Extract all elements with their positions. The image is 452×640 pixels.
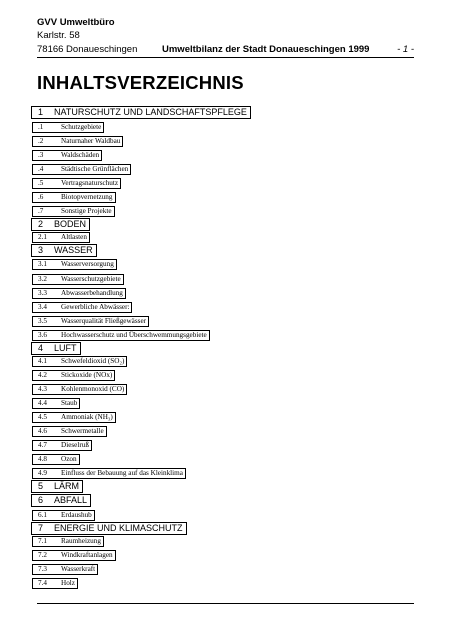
toc-entry-number: 2 [38,219,44,229]
toc-subsection-link[interactable] [37,468,186,479]
toc-entry-number: 3 [38,245,44,255]
toc-subsection-link[interactable] [37,122,104,133]
toc-entry-number: 4.7 [38,441,47,449]
toc-entry-number: 4.9 [38,469,47,477]
toc-entry-label: Vertragsnaturschutz [61,179,119,187]
toc-entry-box [32,178,121,189]
toc-entry-label: ABFALL [54,495,88,505]
toc-entry-label: Kohlenmonoxid (CO) [61,385,125,393]
toc-entry-box [32,259,117,270]
toc-entry-number: 7.2 [38,551,47,559]
toc-subsection-link[interactable] [37,136,123,147]
toc-entry-number: .2 [38,137,44,145]
toc-subsection-link[interactable] [37,356,127,367]
toc-entry-box [31,218,90,231]
toc-entry-number: 3.1 [38,260,47,268]
toc-entry-label: Schutzgebiete [61,123,102,131]
toc-subsection-link[interactable] [37,370,115,381]
toc-entry-number: 6 [38,495,44,505]
toc-section-link[interactable] [37,218,90,231]
toc-entry-number: 5 [38,481,44,491]
toc-entry-number: 4.1 [38,357,47,365]
toc-subsection-link[interactable] [37,330,210,341]
toc-entry-number: 4.5 [38,413,47,421]
toc-entry-label: BODEN [54,219,87,229]
toc-subsection-link[interactable] [37,259,117,270]
toc-entry-label: Raumheizung [61,537,101,545]
toc-entry-box [32,550,116,561]
toc-entry-number: 4.3 [38,385,47,393]
toc-entry-number: 4.6 [38,427,47,435]
toc-entry-number: 7 [38,523,44,533]
toc-entry-number: .5 [38,179,44,187]
toc-entry-box [31,244,97,257]
toc-entry-label: WASSER [54,245,93,255]
toc-section-link[interactable] [37,244,97,257]
toc-entry-box [32,370,115,381]
toc-entry-label: Schwefeldioxid (SO₂) [61,357,125,365]
toc-entry-number: 7.3 [38,565,47,573]
toc-entry-number: 3.5 [38,317,47,325]
toc-subsection-link[interactable] [37,316,149,327]
toc-entry-box [32,384,127,395]
toc-entry-box [32,356,127,367]
toc-subsection-link[interactable] [37,426,107,437]
header-street: Karlstr. 58 [37,30,80,41]
toc-entry-label: Dieselruß [61,441,89,449]
toc-subsection-link[interactable] [37,564,98,575]
toc-entry-label: Staub [61,399,78,407]
toc-entry-box [32,136,123,147]
toc-entry-label: Sonstige Projekte [61,207,112,215]
header-page-number: - 1 - [397,44,414,55]
toc-subsection-link[interactable] [37,384,127,395]
toc-entry-number: 4.2 [38,371,47,379]
header-divider [37,57,414,58]
toc-entry-label: Hochwasserschutz und Überschwemmungsgebiete [61,331,207,339]
toc-entry-box [31,480,83,493]
toc-subsection-link[interactable] [37,164,131,175]
toc-entry-box [31,342,81,355]
toc-entry-box [31,106,251,119]
toc-entry-box [32,302,132,313]
header-title: Umweltbilanz der Stadt Donaueschingen 1999 [162,44,370,55]
toc-entry-label: Erdaushub [61,511,92,519]
toc-entry-number: 1 [38,107,44,117]
toc-entry-label: Altlasten [61,233,87,241]
toc-entry-box [32,454,80,465]
toc-entry-number: .1 [38,123,44,131]
toc-entry-box [32,192,116,203]
toc-entry-box [32,412,116,423]
toc-entry-label: Ozon [61,455,77,463]
toc-subsection-link[interactable] [37,192,116,203]
toc-entry-number: 2.1 [38,233,47,241]
toc-entry-box [31,494,91,507]
toc-entry-box [32,150,102,161]
toc-entry-box [32,578,78,589]
toc-entry-box [32,440,92,451]
toc-subsection-link[interactable] [37,536,104,547]
toc-entry-box [32,426,107,437]
toc-entry-label: Holz [61,579,75,587]
toc-subsection-link[interactable] [37,454,80,465]
toc-entry-number: 4.8 [38,455,47,463]
toc-entry-label: Schwermetalle [61,427,104,435]
toc-entry-label: Windkraftanlagen [61,551,113,559]
toc-subsection-link[interactable] [37,274,124,285]
toc-entry-number: 3.2 [38,275,47,283]
toc-entry-number: .4 [38,165,44,173]
toc-entry-label: Gewerbliche Abwässer: [61,303,130,311]
toc-subsection-link[interactable] [37,398,80,409]
toc-entry-label: Wasserschutzgebiete [61,275,121,283]
toc-entry-number: 3.4 [38,303,47,311]
toc-entry-box [32,510,95,521]
toc-entry-number: .3 [38,151,44,159]
toc-entry-box [32,288,126,299]
toc-subsection-link[interactable] [37,150,102,161]
toc-entry-box [32,330,210,341]
toc-entry-box [32,206,115,217]
toc-entry-number: 3.6 [38,331,47,339]
toc-entry-number: .7 [38,207,44,215]
toc-entry-box [32,316,149,327]
toc-entry-box [32,564,98,575]
toc-entry-label: Wasserkraft [61,565,96,573]
toc-entry-label: Naturnaher Waldbau [61,137,121,145]
toc-entry-label: LÄRM [54,481,80,491]
toc-entry-box [32,164,131,175]
toc-entry-label: Waldschäden [61,151,100,159]
toc-entry-label: NATURSCHUTZ UND LANDSCHAFTSPFLEGE [54,107,247,117]
toc-entry-label: ENERGIE UND KLIMASCHUTZ [54,523,183,533]
toc-subsection-link[interactable] [37,578,78,589]
toc-section-link[interactable] [37,342,81,355]
toc-section-link[interactable] [37,106,251,119]
toc-entry-label: Stickoxide (NOx) [61,371,113,379]
toc-entry-number: 7.1 [38,537,47,545]
toc-entry-box [32,274,124,285]
toc-entry-box [32,468,186,479]
toc-entry-number: 4.4 [38,399,47,407]
toc-entry-number: 6.1 [38,511,47,519]
toc-entry-label: Städtische Grünflächen [61,165,129,173]
toc-entry-box [32,232,90,243]
header-city: 78166 Donaueschingen [37,44,138,55]
toc-entry-label: LUFT [54,343,77,353]
toc-entry-number: 4 [38,343,44,353]
toc-entry-box [31,522,187,535]
toc-subsection-link[interactable] [37,206,115,217]
toc-subsection-link[interactable] [37,440,92,451]
toc-subsection-link[interactable] [37,412,116,423]
toc-subsection-link[interactable] [37,510,95,521]
toc-entry-label: Einfluss der Bebauung auf das Kleinklima [61,469,183,477]
toc-section-link[interactable] [37,522,187,535]
page-title: INHALTSVERZEICHNIS [37,72,244,93]
toc-section-link[interactable] [37,494,91,507]
toc-entry-label: Biotopvernetzung [61,193,113,201]
toc-subsection-link[interactable] [37,232,90,243]
toc-subsection-link[interactable] [37,302,132,313]
toc-subsection-link[interactable] [37,288,126,299]
toc-entry-label: Wasserversorgung [61,260,114,268]
toc-entry-label: Wasserqualität Fließgewässer [61,317,147,325]
toc-entry-box [32,398,80,409]
toc-entry-box [32,122,104,133]
toc-subsection-link[interactable] [37,550,116,561]
toc-entry-label: Abwasserbehandlung [61,289,123,297]
header-organization: GVV Umweltbüro [37,17,115,28]
toc-entry-number: .6 [38,193,44,201]
footer-divider [37,603,414,604]
toc-entry-box [32,536,104,547]
toc-entry-number: 3.3 [38,289,47,297]
toc-subsection-link[interactable] [37,178,121,189]
toc-section-link[interactable] [37,480,83,493]
toc-entry-label: Ammoniak (NH₃) [61,413,113,421]
toc-entry-number: 7.4 [38,579,47,587]
